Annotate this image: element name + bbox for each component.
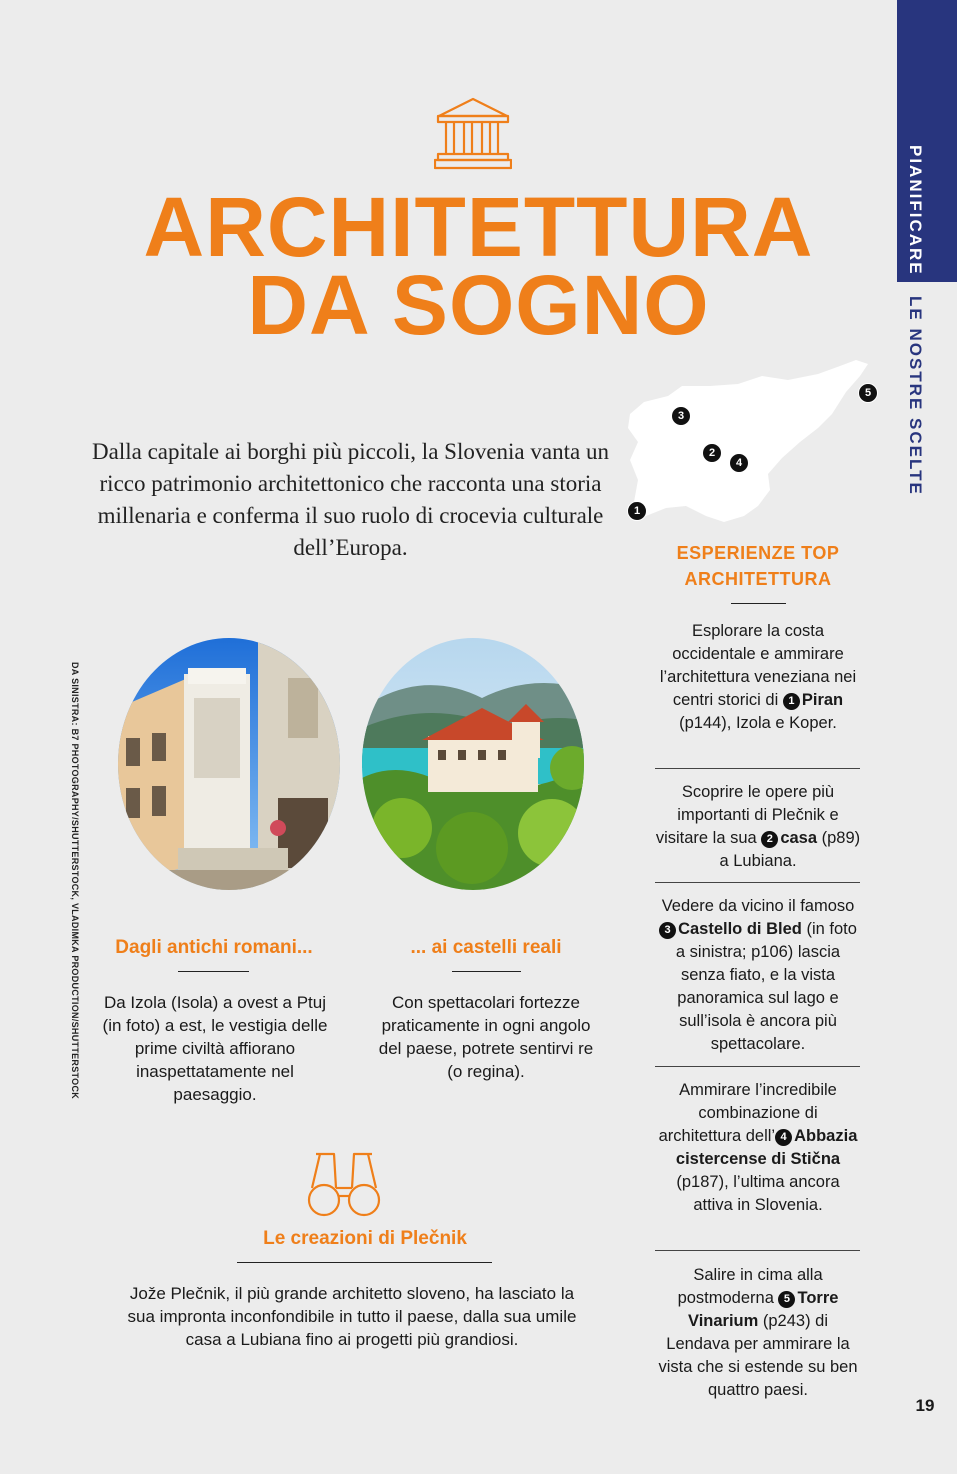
page-title-line-2: DA SOGNO — [247, 258, 710, 352]
intro-paragraph: Dalla capitale ai borghi più piccoli, la Slovenia vanta un ricco patrimonio architettonico che racconta una storia millenaria e conferma il suo ruolo di crocevia culturale dell’Europa. — [92, 439, 609, 560]
roman-section-text: Da Izola (Isola) a ovest a Ptuj (in foto) a est, le vestigia delle prime civiltà affiorano inaspettatamente nel paesaggio. — [102, 993, 328, 1104]
experience-separator — [655, 768, 860, 769]
binoculars-icon — [306, 1148, 382, 1218]
experience-4-number: 4 — [775, 1129, 792, 1146]
experience-5-place: Torre Vinarium — [687, 1289, 839, 1330]
experience-separator — [655, 1250, 860, 1251]
experience-3-ref: (in foto a sinistra; p106) lascia senza fiato, e la vista panoramica sul lago e sull’isola è ancora più spettacolare. — [675, 920, 857, 1053]
photo-credit: DA SINISTRA: B7 PHOTOGRAPHY/SHUTTERSTOCK, VLADIMKA PRODUCTION/SHUTTERSTOCK — [70, 662, 80, 1100]
castles-section-title: ... ai castelli reali — [410, 937, 562, 958]
page-number: 19 — [915, 1396, 935, 1415]
experience-3-text: Vedere da vicino il famoso — [661, 897, 855, 915]
experience-1-text: Esplorare la costa occidentale e ammirare l’architettura veneziana nei centri storici di — [659, 622, 857, 709]
experience-4-ref: (p187), l’ultima ancora attiva in Slovenia. — [676, 1173, 840, 1214]
section-tab-label: PIANIFICARE — [906, 145, 925, 276]
experience-4-text: Ammirare l’incredibile combinazione di architettura dell’ — [658, 1081, 837, 1145]
experience-item-4 — [655, 1079, 861, 1217]
castles-section-rule — [452, 971, 521, 972]
experience-3-place: Castello di Bled — [678, 920, 802, 938]
experience-item-2 — [655, 781, 861, 873]
experience-item-5 — [655, 1264, 861, 1402]
experience-1-ref: (p144), Izola e Koper. — [679, 714, 837, 732]
experience-1-place: Piran — [801, 691, 844, 709]
section-subtitle: LE NOSTRE SCELTE — [906, 296, 925, 496]
experience-5-text: Salire in cima alla postmoderna — [677, 1266, 823, 1307]
roman-section-rule — [178, 971, 249, 972]
experience-5-ref: (p243) di Lendava per ammirare la vista che si estende su ben quattro paesi. — [658, 1312, 858, 1399]
experience-separator — [655, 882, 860, 883]
experience-item-3 — [655, 895, 861, 1056]
castles-section-text: Con spettacolari fortezze praticamente in ogni angolo del paese, potrete sentirvi re (o regina). — [378, 993, 594, 1081]
experience-2-text: Scoprire le opere più importanti di Plečnik e visitare la sua — [655, 783, 839, 847]
experiences-title — [655, 540, 861, 592]
page-title-line-1: ARCHITETTURA — [143, 180, 814, 274]
map-marker-5: 5 — [858, 383, 878, 403]
experience-separator — [655, 1066, 860, 1067]
map-marker-1: 1 — [627, 501, 647, 521]
experience-3-number: 3 — [659, 922, 676, 939]
experience-1-number: 1 — [783, 693, 800, 710]
experience-4-place: Abbazia cistercense di Stična — [675, 1127, 858, 1168]
experience-2-place: casa — [780, 829, 818, 847]
experiences-rule — [731, 603, 786, 604]
plecnik-text: Jože Plečnik, il più grande architetto sloveno, ha lasciato la sua impronta inconfondibile in tutto il paese, dalla sua umile casa a Lubiana fino ai progetti più grandiosi. — [127, 1284, 577, 1349]
experience-5-number: 5 — [778, 1291, 795, 1308]
experience-item-1 — [655, 620, 861, 735]
plecnik-rule — [237, 1262, 492, 1263]
experiences-title-line-1: ESPERIENZE TOP — [676, 543, 840, 563]
plecnik-title: Le creazioni di Plečnik — [263, 1228, 467, 1249]
slovenia-map — [620, 356, 892, 528]
roman-section-title: Dagli antichi romani... — [115, 937, 313, 958]
map-marker-4: 4 — [729, 453, 749, 473]
experience-2-number: 2 — [761, 831, 778, 848]
map-marker-2: 2 — [702, 443, 722, 463]
bled-castle-photo — [362, 638, 584, 890]
roman-monument-photo — [118, 638, 340, 890]
temple-icon — [434, 96, 512, 172]
map-marker-3: 3 — [671, 406, 691, 426]
experiences-title-line-2: ARCHITETTURA — [684, 569, 832, 589]
experience-2-ref: (p89) a Lubiana. — [719, 829, 861, 870]
